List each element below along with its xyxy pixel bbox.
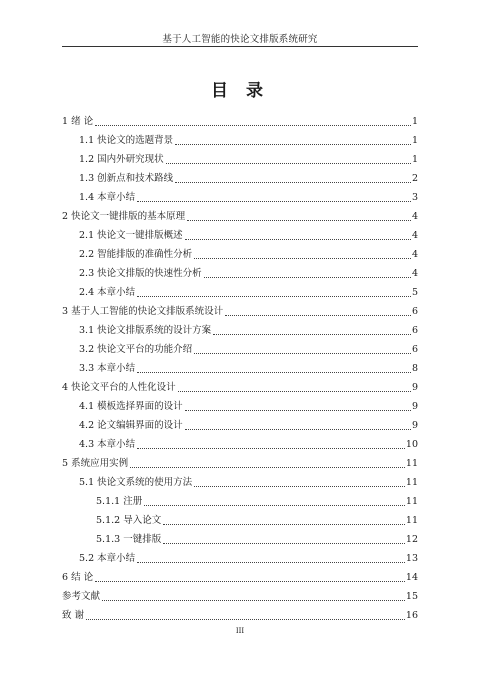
- toc-entry[interactable]: [96, 532, 418, 546]
- toc-entry[interactable]: [79, 475, 418, 489]
- toc-leader-dots: [95, 125, 411, 126]
- toc-entry[interactable]: [79, 190, 418, 204]
- toc-entry-label: 4.2 论文编辑界面的设计: [79, 420, 183, 431]
- toc-entry-page: 4: [411, 268, 418, 279]
- toc-entry[interactable]: [79, 418, 418, 432]
- toc-entry[interactable]: [79, 342, 418, 356]
- toc-entry-page: 11: [405, 458, 418, 469]
- toc-entry-page: 4: [411, 211, 418, 222]
- toc-entry[interactable]: [79, 171, 418, 185]
- toc-entry[interactable]: [62, 114, 418, 128]
- toc-entry-page: 4: [411, 230, 418, 241]
- toc-entry-page: 11: [405, 496, 418, 507]
- toc-entry-label: 2.2 智能排版的准确性分析: [79, 249, 193, 260]
- toc-entry-label: 2 快论文一键排版的基本原理: [62, 211, 186, 222]
- toc-entry[interactable]: [62, 589, 418, 603]
- toc-entry-page: 9: [411, 420, 418, 431]
- toc-entry-label: 1.1 快论文的选题背景: [79, 135, 174, 146]
- toc-entry-page: 6: [411, 325, 418, 336]
- toc-entry-label: 3.2 快论文平台的功能介绍: [79, 344, 193, 355]
- toc-entry-page: 11: [405, 515, 418, 526]
- toc-entry-label: 3.1 快论文排版系统的设计方案: [79, 325, 212, 336]
- toc-entry-label: 6 结 论: [62, 572, 94, 583]
- toc-entry-page: 15: [405, 591, 418, 602]
- toc-entry-label: 4.3 本章小结: [79, 439, 136, 450]
- toc-entry-page: 14: [405, 572, 418, 583]
- toc-entry-label: 2.4 本章小结: [79, 287, 136, 298]
- toc-entry[interactable]: [79, 247, 418, 261]
- toc-entry-label: 4.1 模板选择界面的设计: [79, 401, 183, 412]
- toc-entry[interactable]: [79, 437, 418, 451]
- toc-leader-dots: [166, 163, 411, 164]
- toc-leader-dots: [95, 581, 405, 582]
- toc-entry-label: 参考文献: [62, 591, 101, 602]
- toc-entry[interactable]: [62, 209, 418, 223]
- toc-entry-label: 3.3 本章小结: [79, 363, 136, 374]
- toc-entry-label: 5.1 快论文系统的使用方法: [79, 477, 193, 488]
- toc-entry-label: 2.1 快论文一键排版概述: [79, 230, 183, 241]
- toc-entry[interactable]: [79, 323, 418, 337]
- toc-entry-page: 1: [411, 135, 418, 146]
- toc-entry-label: 2.3 快论文排版的快速性分析: [79, 268, 202, 279]
- toc-leader-dots: [137, 372, 411, 373]
- toc-title: 目 录: [211, 81, 269, 101]
- toc-entry-label: 1 绪 论: [62, 116, 94, 127]
- toc-leader-dots: [137, 296, 411, 297]
- toc-entry-page: 6: [411, 344, 418, 355]
- toc-entry-label: 5.1.2 导入论文: [96, 515, 162, 526]
- toc-leader-dots: [185, 239, 411, 240]
- toc-entry[interactable]: [62, 380, 418, 394]
- toc-leader-dots: [187, 220, 411, 221]
- toc-entry[interactable]: [79, 399, 418, 413]
- toc-leader-dots: [163, 543, 405, 544]
- toc-entry[interactable]: [62, 456, 418, 470]
- toc-entry[interactable]: [79, 285, 418, 299]
- running-header: 基于人工智能的快论文排版系统研究: [162, 34, 318, 45]
- toc-leader-dots: [194, 258, 411, 259]
- toc-entry-page: 11: [405, 477, 418, 488]
- toc-entry-label: 5 系统应用实例: [62, 458, 129, 469]
- toc-entry[interactable]: [79, 152, 418, 166]
- toc-entry-label: 5.1.3 一键排版: [96, 534, 162, 545]
- toc-entry[interactable]: [79, 133, 418, 147]
- toc-entry-label: 3 基于人工智能的快论文排版系统设计: [62, 306, 224, 317]
- toc-entry-label: 4 快论文平台的人性化设计: [62, 382, 176, 393]
- toc-leader-dots: [194, 353, 411, 354]
- toc-entry-page: 8: [411, 363, 418, 374]
- toc-entry[interactable]: [79, 551, 418, 565]
- toc-entry-page: 4: [411, 249, 418, 260]
- toc-leader-dots: [185, 429, 411, 430]
- toc-entry-page: 6: [411, 306, 418, 317]
- toc-entry-label: 1.4 本章小结: [79, 192, 136, 203]
- toc-leader-dots: [213, 334, 411, 335]
- toc-entry-page: 13: [405, 553, 418, 564]
- toc-leader-dots: [178, 391, 411, 392]
- toc-leader-dots: [175, 182, 411, 183]
- toc-entry-label: 1.2 国内外研究现状: [79, 154, 164, 165]
- toc-leader-dots: [163, 524, 405, 525]
- toc-entry[interactable]: [62, 570, 418, 584]
- toc-leader-dots: [204, 277, 411, 278]
- toc-entry-page: 9: [411, 382, 418, 393]
- toc-entry-label: 致 谢: [62, 610, 85, 621]
- toc-entry[interactable]: [96, 494, 418, 508]
- toc-leader-dots: [137, 562, 405, 563]
- toc-entry-page: 1: [411, 154, 418, 165]
- toc-entry-page: 12: [405, 534, 418, 545]
- toc-leader-dots: [144, 505, 405, 506]
- toc-entry-page: 5: [411, 287, 418, 298]
- toc-entry[interactable]: [62, 304, 418, 318]
- toc-leader-dots: [102, 600, 405, 601]
- toc-leader-dots: [225, 315, 411, 316]
- toc-leader-dots: [137, 448, 405, 449]
- toc-entry-label: 5.1.1 注册: [96, 496, 143, 507]
- toc-leader-dots: [137, 201, 411, 202]
- toc-leader-dots: [130, 467, 405, 468]
- toc-entry-page: 16: [405, 610, 418, 621]
- toc-entry[interactable]: [96, 513, 418, 527]
- toc-entry-label: 1.3 创新点和技术路线: [79, 173, 174, 184]
- toc-entry[interactable]: [79, 266, 418, 280]
- page-number: III: [235, 627, 245, 635]
- toc-entry-page: 3: [411, 192, 418, 203]
- toc-leader-dots: [175, 144, 411, 145]
- toc-entry[interactable]: [62, 608, 418, 622]
- toc-leader-dots: [86, 619, 405, 620]
- toc-entry[interactable]: [79, 361, 418, 375]
- toc-entry-page: 9: [411, 401, 418, 412]
- toc-leader-dots: [185, 410, 411, 411]
- toc-leader-dots: [194, 486, 405, 487]
- toc-entry-label: 5.2 本章小结: [79, 553, 136, 564]
- toc-entry-page: 10: [405, 439, 418, 450]
- toc-entry-page: 1: [411, 116, 418, 127]
- toc-entry-page: 2: [411, 173, 418, 184]
- toc-entry[interactable]: [79, 228, 418, 242]
